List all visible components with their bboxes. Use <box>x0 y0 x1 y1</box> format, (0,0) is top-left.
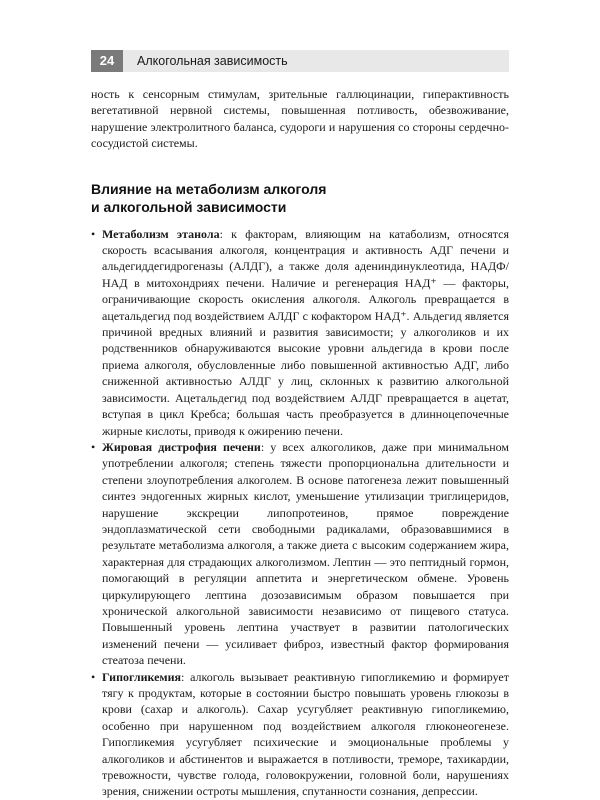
term-ethanol-metabolism: Метаболизм этанола <box>102 226 220 241</box>
bullet-icon: • <box>91 226 96 241</box>
list-item-hypoglycemia <box>91 669 509 800</box>
page-header <box>91 50 509 72</box>
item-text: : алкоголь вызывает реактивную гипогликемию и формирует тягу к продуктам, которые в состоянии быстро повышать уровень глюкозы в крови (сахар и алкоголь). Сахар усугубляет реактивную гипогликемию, особенно при нарушенном под воздействием алкоголя глюконеогенезе. Гипогликемия усугубляет психические и эмоциональные проблемы у алкоголиков и абстинентов и выражается в потливости, треморе, тахикардии, тревожности, чувстве голода, головокружении, головной боли, нарушениях зрения, снижении остроты мышления, спутанности сознания, депрессии. <box>102 669 509 799</box>
term-fatty-liver: Жировая дистрофия печени <box>102 439 261 454</box>
page-body <box>91 86 509 800</box>
list-item-ethanol-metabolism <box>91 226 509 439</box>
bullet-icon: • <box>91 439 96 454</box>
term-hypoglycemia: Гипогликемия <box>102 669 182 684</box>
list-item-fatty-liver <box>91 439 509 669</box>
intro-paragraph: ность к сенсорным стимулам, зрительные галлюцинации, гиперактивность вегетативной нервной системы, повышенная потливость, обезвоживание, нарушение электролитного баланса, судороги и нарушения со стороны сердечно-сосудистой системы. <box>91 87 509 151</box>
item-text: : к факторам, влияющим на катаболизм, относятся скорость всасывания алкоголя, концентрация и активность АДГ печени и альдегиддегидрогеназы (АЛДГ), а также доля адениндинуклеотида, НАДФ/НАД в митохондриях печени. Наличие и регенерация НАД⁺ — факторы, ограничивающие скорость окисления алкоголя. Алкоголь превращается в ацетальдегид под воздействием АЛДГ с кофактором НАД⁺. Альдегид является причиной вредных влияний и развития зависимости; у алкоголиков и их родственников обнаруживаются высокие уровни альдегида в крови после приема алкоголя, обусловленные либо повышенной активностью АДГ, либо сниженной активностью АЛДГ у лиц, склонных к развитию алкогольной зависимости. Ацетальдегид под воздействием АЛДГ превращается в ацетат, вступая в цикл Кребса; большая часть преобразуется в длинноцепочечные жирные кислоты, приводя к ожирению печени. <box>102 226 510 438</box>
running-title: Алкогольная зависимость <box>123 50 509 72</box>
section-heading-line-1: Влияние на метаболизм алкоголя <box>91 180 327 197</box>
item-text: : у всех алкоголиков, даже при минимальном употреблении алкоголя; степень тяжести пропорциональна длительности и степени злоупотребления алкоголем. В основе патогенеза лежит повышенный синтез эндогенных жирных кислот, уменьшение утилизации триглицеридов, нарушение экскреции липопротеинов, прямое повреждение эндоплазматической сети свободными радикалами, образовавшимися в результате метаболизма алкоголя, а также диета с высоким содержанием жира, характерная для страдающих алкоголизмом. Лептин — это пептидный гормон, помогающий в регуляции аппетита и энергетическом обмене. Уровень циркулирующего лептина дозозависимым образом повышается при хронической алкогольной зависимости независимо от пищевого статуса. Повышенный уровень лептина участвует в развитии патологических изменений печени — усиливает фиброз, известный фактор формирования стеатоза печени. <box>102 439 509 668</box>
bullet-icon: • <box>91 669 96 684</box>
page-number: 24 <box>91 50 123 72</box>
section-heading-line-2: и алкогольной зависимости <box>91 198 287 215</box>
bullet-list <box>91 226 509 800</box>
section-heading <box>91 180 509 216</box>
